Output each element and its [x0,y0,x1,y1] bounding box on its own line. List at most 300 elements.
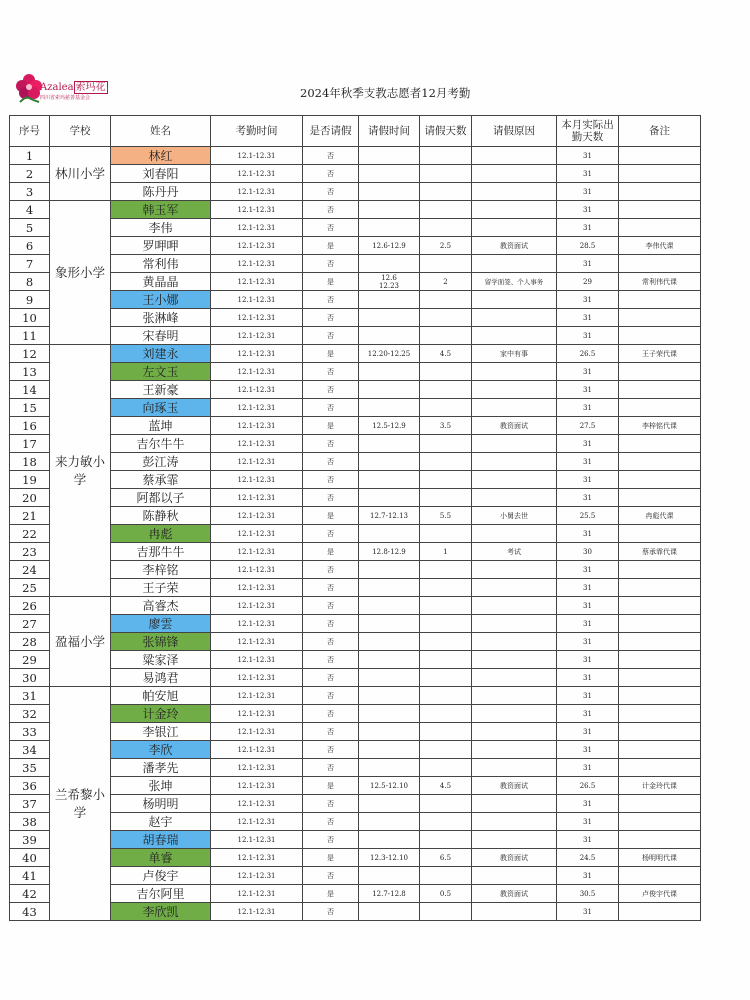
note-cell [619,597,701,615]
actual-days-cell: 31 [557,471,619,489]
seq-cell: 4 [10,201,50,219]
name-cell: 张淋峰 [111,309,211,327]
table-row [10,507,701,525]
leave-cell: 否 [303,291,359,309]
header-school: 学校 [50,116,111,147]
name-cell: 刘建永 [111,345,211,363]
table-row [10,579,701,597]
leave-time-cell [359,759,420,777]
actual-days-cell: 31 [557,435,619,453]
period-cell: 12.1-12.31 [211,831,303,849]
reason-cell [472,399,557,417]
actual-days-cell: 31 [557,687,619,705]
seq-cell: 37 [10,795,50,813]
table-row [10,687,701,705]
leave-cell: 否 [303,309,359,327]
reason-cell [472,309,557,327]
table-row [10,723,701,741]
seq-cell: 24 [10,561,50,579]
leave-cell: 否 [303,381,359,399]
leave-days-cell [420,201,472,219]
period-cell: 12.1-12.31 [211,867,303,885]
actual-days-cell: 31 [557,759,619,777]
leave-days-cell [420,741,472,759]
note-cell [619,867,701,885]
actual-days-cell: 31 [557,327,619,345]
reason-cell [472,597,557,615]
leave-days-cell [420,453,472,471]
leave-days-cell: 3.5 [420,417,472,435]
table-row [10,201,701,219]
period-cell: 12.1-12.31 [211,255,303,273]
leave-cell: 否 [303,453,359,471]
leave-cell: 是 [303,237,359,255]
leave-cell: 是 [303,507,359,525]
leave-time-cell [359,489,420,507]
seq-cell: 41 [10,867,50,885]
period-cell: 12.1-12.31 [211,201,303,219]
reason-cell [472,813,557,831]
leave-time-cell [359,525,420,543]
note-cell [619,723,701,741]
period-cell: 12.1-12.31 [211,471,303,489]
note-cell [619,633,701,651]
leave-cell: 否 [303,363,359,381]
reason-cell [472,579,557,597]
leave-days-cell [420,597,472,615]
name-cell: 王新豪 [111,381,211,399]
reason-cell: 教资面试 [472,237,557,255]
leave-cell: 否 [303,327,359,345]
leave-cell: 是 [303,417,359,435]
table-row [10,525,701,543]
seq-cell: 20 [10,489,50,507]
actual-days-cell: 31 [557,381,619,399]
leave-time-cell: 12.6 12.23 [359,273,420,291]
leave-time-cell: 12.6-12.9 [359,237,420,255]
name-cell: 宋春明 [111,327,211,345]
table-row [10,777,701,795]
note-cell [619,363,701,381]
reason-cell: 教资面试 [472,849,557,867]
note-cell [619,687,701,705]
period-cell: 12.1-12.31 [211,903,303,921]
leave-days-cell [420,525,472,543]
name-cell: 高睿杰 [111,597,211,615]
leave-days-cell [420,183,472,201]
reason-cell: 考试 [472,543,557,561]
leave-cell: 否 [303,399,359,417]
name-cell: 王小娜 [111,291,211,309]
leave-cell: 否 [303,615,359,633]
note-cell: 冉彪代课 [619,507,701,525]
reason-cell: 小舅去世 [472,507,557,525]
leave-cell: 否 [303,471,359,489]
note-cell [619,831,701,849]
name-cell: 李梓铭 [111,561,211,579]
leave-cell: 否 [303,831,359,849]
seq-cell: 40 [10,849,50,867]
reason-cell: 教资面试 [472,777,557,795]
leave-time-cell [359,651,420,669]
reason-cell [472,867,557,885]
actual-days-cell: 31 [557,453,619,471]
leave-time-cell [359,381,420,399]
period-cell: 12.1-12.31 [211,219,303,237]
table-row [10,453,701,471]
name-cell: 帕安旭 [111,687,211,705]
leave-days-cell [420,795,472,813]
leave-time-cell [359,705,420,723]
seq-cell: 10 [10,309,50,327]
table-row [10,741,701,759]
leave-days-cell [420,615,472,633]
period-cell: 12.1-12.31 [211,399,303,417]
actual-days-cell: 31 [557,813,619,831]
seq-cell: 31 [10,687,50,705]
leave-time-cell: 12.7-12.13 [359,507,420,525]
reason-cell [472,201,557,219]
period-cell: 12.1-12.31 [211,489,303,507]
seq-cell: 23 [10,543,50,561]
leave-time-cell [359,219,420,237]
note-cell [619,291,701,309]
period-cell: 12.1-12.31 [211,435,303,453]
table-row [10,489,701,507]
table-row [10,381,701,399]
leave-cell: 否 [303,219,359,237]
note-cell [619,255,701,273]
table-row [10,147,701,165]
leave-days-cell [420,705,472,723]
leave-cell: 否 [303,741,359,759]
leave-time-cell [359,183,420,201]
name-cell: 黄晶晶 [111,273,211,291]
logo [14,72,114,106]
name-cell: 阿都以子 [111,489,211,507]
leave-time-cell [359,471,420,489]
reason-cell [472,165,557,183]
table-body [10,147,701,921]
school-cell: 象形小学 [50,201,111,345]
seq-cell: 28 [10,633,50,651]
period-cell: 12.1-12.31 [211,561,303,579]
period-cell: 12.1-12.31 [211,705,303,723]
leave-time-cell [359,255,420,273]
name-cell: 左文玉 [111,363,211,381]
name-cell: 韩玉军 [111,201,211,219]
reason-cell: 家中有事 [472,345,557,363]
name-cell: 李欣 [111,741,211,759]
name-cell: 卢俊宇 [111,867,211,885]
reason-cell [472,651,557,669]
reason-cell [472,471,557,489]
reason-cell [472,687,557,705]
actual-days-cell: 31 [557,291,619,309]
reason-cell [472,183,557,201]
school-cell: 来力敏小学 [50,345,111,597]
table-row [10,363,701,381]
period-cell: 12.1-12.31 [211,345,303,363]
name-cell: 张坤 [111,777,211,795]
reason-cell: 教资面试 [472,885,557,903]
note-cell [619,435,701,453]
leave-days-cell [420,471,472,489]
table-row [10,255,701,273]
name-cell: 计金玲 [111,705,211,723]
leave-time-cell [359,363,420,381]
leave-cell: 是 [303,273,359,291]
leave-time-cell [359,201,420,219]
name-cell: 吉尔牛牛 [111,435,211,453]
logo-brand: Azalea 索玛花 [40,82,106,93]
header-leave-time: 请假时间 [359,116,420,147]
leave-time-cell [359,633,420,651]
note-cell [619,327,701,345]
seq-cell: 3 [10,183,50,201]
note-cell [619,219,701,237]
leave-days-cell: 6.5 [420,849,472,867]
table-row [10,633,701,651]
reason-cell: 留学面签、个人事务 [472,273,557,291]
leave-cell: 否 [303,183,359,201]
period-cell: 12.1-12.31 [211,777,303,795]
actual-days-cell: 31 [557,903,619,921]
period-cell: 12.1-12.31 [211,813,303,831]
school-cell: 盈福小学 [50,597,111,687]
actual-days-cell: 30.5 [557,885,619,903]
seq-cell: 1 [10,147,50,165]
table-row [10,831,701,849]
table-row [10,345,701,363]
header-actual-days: 本月实际出勤天数 [557,116,619,147]
leave-days-cell [420,633,472,651]
actual-days-cell: 29 [557,273,619,291]
leave-days-cell [420,291,472,309]
note-cell [619,183,701,201]
leave-time-cell [359,597,420,615]
seq-cell: 35 [10,759,50,777]
period-cell: 12.1-12.31 [211,183,303,201]
reason-cell: 教资面试 [472,417,557,435]
actual-days-cell: 31 [557,669,619,687]
period-cell: 12.1-12.31 [211,651,303,669]
name-cell: 向琢玉 [111,399,211,417]
seq-cell: 25 [10,579,50,597]
name-cell: 刘春阳 [111,165,211,183]
actual-days-cell: 28.5 [557,237,619,255]
table-row [10,471,701,489]
leave-time-cell [359,579,420,597]
leave-days-cell [420,381,472,399]
note-cell [619,453,701,471]
leave-cell: 否 [303,147,359,165]
note-cell [619,165,701,183]
table-row [10,849,701,867]
seq-cell: 32 [10,705,50,723]
leave-cell: 是 [303,543,359,561]
leave-days-cell [420,669,472,687]
note-cell [619,813,701,831]
leave-time-cell: 12.20-12.25 [359,345,420,363]
leave-time-cell: 12.8-12.9 [359,543,420,561]
actual-days-cell: 27.5 [557,417,619,435]
actual-days-cell: 31 [557,363,619,381]
reason-cell [472,723,557,741]
table-row [10,219,701,237]
note-cell [619,309,701,327]
seq-cell: 39 [10,831,50,849]
leave-cell: 否 [303,633,359,651]
period-cell: 12.1-12.31 [211,723,303,741]
actual-days-cell: 31 [557,597,619,615]
seq-cell: 21 [10,507,50,525]
leave-time-cell [359,309,420,327]
table-row [10,597,701,615]
table-row [10,183,701,201]
seq-cell: 26 [10,597,50,615]
actual-days-cell: 31 [557,165,619,183]
note-cell [619,705,701,723]
reason-cell [472,795,557,813]
leave-days-cell: 4.5 [420,777,472,795]
leave-days-cell: 0.5 [420,885,472,903]
actual-days-cell: 25.5 [557,507,619,525]
leave-time-cell [359,813,420,831]
name-cell: 李伟 [111,219,211,237]
name-cell: 王子荣 [111,579,211,597]
page-title: 2024年秋季支教志愿者12月考勤 [300,86,471,100]
seq-cell: 9 [10,291,50,309]
seq-cell: 43 [10,903,50,921]
table-row [10,615,701,633]
actual-days-cell: 30 [557,543,619,561]
seq-cell: 6 [10,237,50,255]
leave-days-cell [420,435,472,453]
leave-time-cell [359,327,420,345]
seq-cell: 16 [10,417,50,435]
period-cell: 12.1-12.31 [211,633,303,651]
note-cell [619,795,701,813]
name-cell: 蔡承霏 [111,471,211,489]
actual-days-cell: 24.5 [557,849,619,867]
actual-days-cell: 31 [557,831,619,849]
leave-cell: 否 [303,813,359,831]
table-row [10,399,701,417]
reason-cell [472,255,557,273]
reason-cell [472,705,557,723]
header-period: 考勤时间 [211,116,303,147]
leave-days-cell [420,867,472,885]
table-row [10,165,701,183]
note-cell [619,147,701,165]
header-leave-days: 请假天数 [420,116,472,147]
seq-cell: 11 [10,327,50,345]
actual-days-cell: 31 [557,561,619,579]
name-cell: 彭江涛 [111,453,211,471]
leave-time-cell [359,687,420,705]
leave-cell: 否 [303,255,359,273]
actual-days-cell: 31 [557,705,619,723]
period-cell: 12.1-12.31 [211,273,303,291]
school-cell: 林川小学 [50,147,111,201]
period-cell: 12.1-12.31 [211,759,303,777]
actual-days-cell: 31 [557,255,619,273]
seq-cell: 30 [10,669,50,687]
leave-time-cell [359,615,420,633]
name-cell: 张锦锋 [111,633,211,651]
leave-time-cell [359,831,420,849]
leave-cell: 否 [303,759,359,777]
leave-time-cell [359,867,420,885]
seq-cell: 19 [10,471,50,489]
leave-days-cell [420,255,472,273]
leave-cell: 否 [303,669,359,687]
name-cell: 陈丹丹 [111,183,211,201]
reason-cell [472,489,557,507]
table-row [10,237,701,255]
period-cell: 12.1-12.31 [211,291,303,309]
leave-cell: 否 [303,795,359,813]
table-row [10,561,701,579]
leave-time-cell [359,435,420,453]
table-row [10,705,701,723]
leave-time-cell [359,165,420,183]
table-row [10,669,701,687]
reason-cell [472,615,557,633]
seq-cell: 18 [10,453,50,471]
seq-cell: 27 [10,615,50,633]
leave-cell: 否 [303,651,359,669]
leave-time-cell [359,399,420,417]
note-cell: 王子荣代课 [619,345,701,363]
leave-days-cell: 1 [420,543,472,561]
seq-cell: 12 [10,345,50,363]
actual-days-cell: 26.5 [557,777,619,795]
note-cell [619,759,701,777]
table-row [10,759,701,777]
leave-days-cell [420,651,472,669]
header-name: 姓名 [111,116,211,147]
seq-cell: 15 [10,399,50,417]
header-reason: 请假原因 [472,116,557,147]
name-cell: 蓝坤 [111,417,211,435]
leave-cell: 是 [303,885,359,903]
table-row [10,885,701,903]
leave-days-cell [420,723,472,741]
actual-days-cell: 31 [557,183,619,201]
leave-days-cell [420,579,472,597]
table-row [10,903,701,921]
leave-cell: 否 [303,525,359,543]
leave-days-cell [420,831,472,849]
note-cell [619,669,701,687]
note-cell: 蔡承霏代课 [619,543,701,561]
leave-cell: 否 [303,579,359,597]
leave-time-cell [359,723,420,741]
header-leave: 是否请假 [303,116,359,147]
note-cell [619,201,701,219]
actual-days-cell: 31 [557,399,619,417]
name-cell: 潘孝先 [111,759,211,777]
note-cell [619,615,701,633]
name-cell: 廖雲 [111,615,211,633]
leave-cell: 否 [303,165,359,183]
table-row [10,795,701,813]
leave-time-cell [359,291,420,309]
leave-days-cell [420,903,472,921]
note-cell [619,489,701,507]
